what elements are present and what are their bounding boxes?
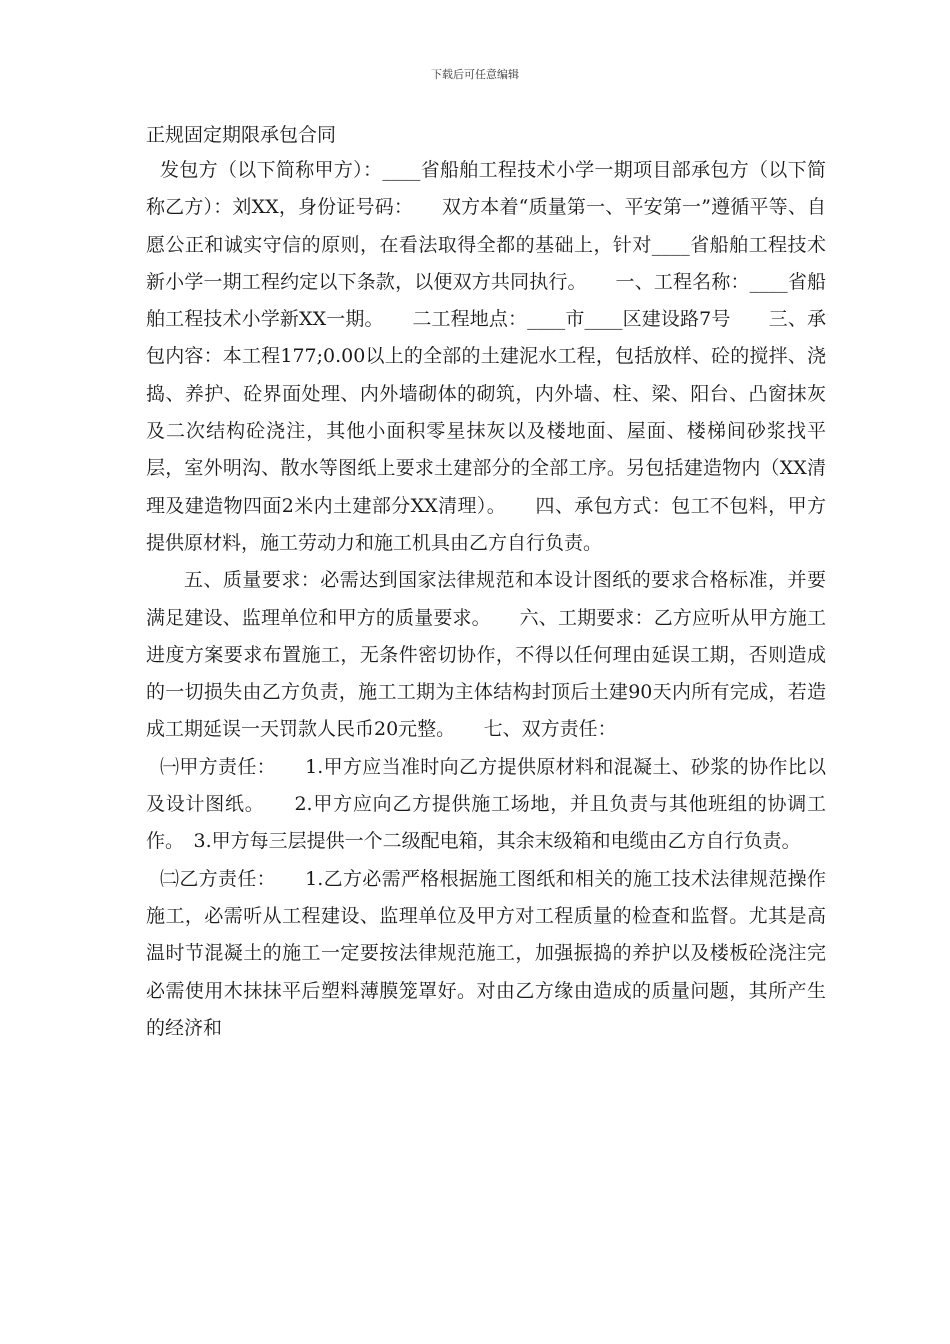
paragraph-quality-schedule: 五、质量要求：必需达到国家法律规范和本设计图纸的要求合格标准，并要满足建设、监理单位和甲方的质量要求。 六、工期要求：乙方应听从甲方施工进度方案要求布置施工，无条件密切协作，不得以任何理由延误工期，否则造成的一切损失由乙方负责，施工工期为主体结构封顶后土建90天内所有完成，若造成工期延误一天罚款人民币20元整。 七、双方责任： [146,569,826,741]
paragraph-party-a-duties: ㈠甲方责任： 1.甲方应当准时向乙方提供原材料和混凝土、砂浆的协作比以及设计图纸。 2.甲方应向乙方提供施工场地，并且负责与其他班组的协调工作。 3.甲方每三层提供一个二级配电箱，其余末级箱和电缆由乙方自行负责。 [146,755,826,853]
paragraph-contract-intro: 发包方（以下简称甲方）：____省船舶工程技术小学一期项目部承包方（以下简称乙方）：刘XX，身份证号码： 双方本着“质量第一、平安第一”遵循平等、自愿公正和诚实守信的原则，在看法取得全都的基础上，针对____省船舶工程技术新小学一期工程约定以下条款，以便双方共同执行。 一、工程名称：____省船舶工程技术小学新XX一期。 二工程地点：____市____区建设路7号 三、承包内容：本工程177;0.00以上的全部的土建泥水工程，包括放样、砼的搅拌、浇捣、养护、砼界面处理、内外墙砌体的砌筑，内外墙、柱、梁、阳台、凸窗抹灰及二次结构砼浇注，其他小面积零星抹灰以及楼地面、屋面、楼梯间砂浆找平层，室外明沟、散水等图纸上要求土建部分的全部工序。另包括建造物内（XX清理及建造物四面2米内土建部分XX清理）。 四、承包方式：包工不包料，甲方提供原材料，施工劳动力和施工机具由乙方自行负责。 [146,159,826,554]
paragraph-party-b-duties: ㈡乙方责任： 1.乙方必需严格根据施工图纸和相关的施工技术法律规范操作施工，必需听从工程建设、监理单位及甲方对工程质量的检查和监督。尤其是高温时节混凝土的施工一定要按法律规范施工，加强振捣的养护以及楼板砼浇注完必需使用木抹抹平后塑料薄膜笼罩好。对由乙方缘由造成的质量问题，其所产生的经济和 [146,867,826,1039]
document-title: 正规固定期限承包合同 [146,124,337,146]
document-body [146,118,826,1047]
page-header-note: 下载后可任意编辑 [431,68,519,81]
